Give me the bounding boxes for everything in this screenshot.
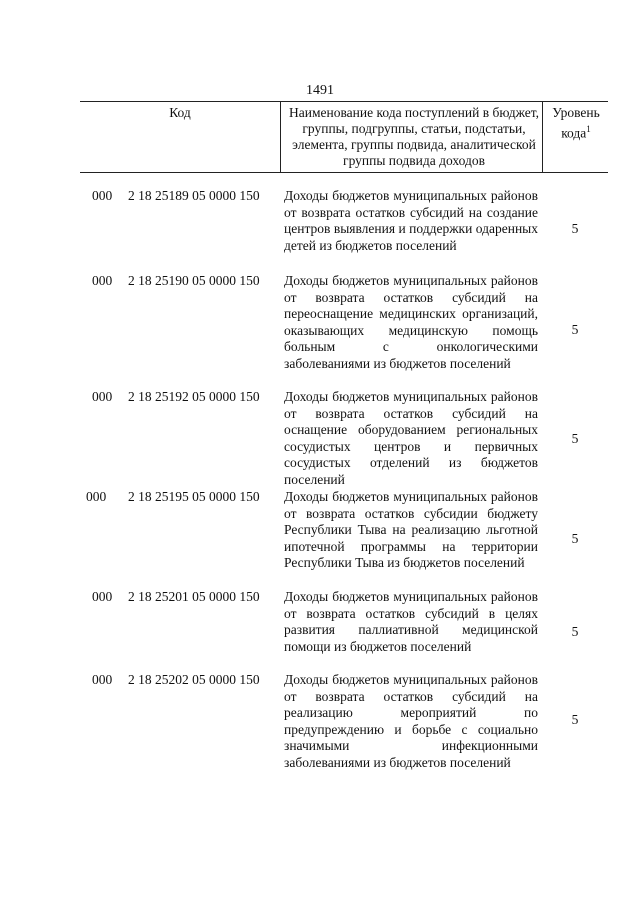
row-prefix: 000: [92, 389, 113, 404]
row-code: 2 18 25201 05 0000 150: [128, 589, 260, 604]
header-level: [542, 102, 609, 172]
row-code: 2 18 25195 05 0000 150: [128, 489, 260, 504]
header-name: Наименование кода поступлений в бюджет, группы, подгруппы, статьи, подстатьи, элемента, группы подвида, аналитической группы подвида доходов: [280, 102, 545, 172]
row-prefix: 000: [92, 273, 113, 288]
row-code: 2 18 25190 05 0000 150: [128, 273, 260, 288]
table-header: [80, 101, 608, 173]
row-level: 5: [571, 624, 579, 639]
row-name: Доходы бюджетов муниципальных районов от возврата остатков субсидии бюджету Республики Тыва на реализацию льготной ипотечной программы на территории Республики Тыва из бюджетов поселений: [284, 489, 538, 571]
row-name: Доходы бюджетов муниципальных районов от возврата остатков субсидий на оснащение оборудованием региональных сосудистых центров и первичных сосудистых отделений из бюджетов поселений: [284, 389, 538, 487]
row-name: Доходы бюджетов муниципальных районов от возврата остатков субсидий в целях развития паллиативной медицинской помощи из бюджетов поселений: [284, 589, 538, 654]
row-level: 5: [571, 431, 579, 446]
header-level-label: Уровень кода: [552, 105, 600, 141]
row-code: 2 18 25189 05 0000 150: [128, 188, 260, 203]
row-prefix: 000: [92, 672, 113, 687]
row-level: 5: [571, 322, 579, 337]
header-level-footnote: 1: [586, 124, 591, 134]
row-prefix: 000: [92, 589, 113, 604]
row-prefix: 000: [86, 489, 107, 504]
header-code: Код: [169, 105, 191, 120]
row-level: 5: [571, 221, 579, 236]
row-code: 2 18 25202 05 0000 150: [128, 672, 260, 687]
row-level: 5: [571, 712, 579, 727]
row-level: 5: [571, 531, 579, 546]
page-number: 1491: [306, 83, 334, 98]
row-code: 2 18 25192 05 0000 150: [128, 389, 260, 404]
row-name: Доходы бюджетов муниципальных районов от возврата остатков субсидий на реализацию мероприятий по предупреждению и борьбе с социально значимыми инфекционными заболеваниями из бюджетов поселений: [284, 672, 538, 770]
row-name: Доходы бюджетов муниципальных районов от возврата остатков субсидий на создание центров выявления и поддержки одаренных детей из бюджетов поселений: [284, 188, 538, 253]
row-prefix: 000: [92, 188, 113, 203]
row-name: Доходы бюджетов муниципальных районов от возврата остатков субсидий на переоснащение медицинских организаций, оказывающих медицинскую помощь больным с онкологическими заболеваниями из бюджетов поселений: [284, 273, 538, 371]
